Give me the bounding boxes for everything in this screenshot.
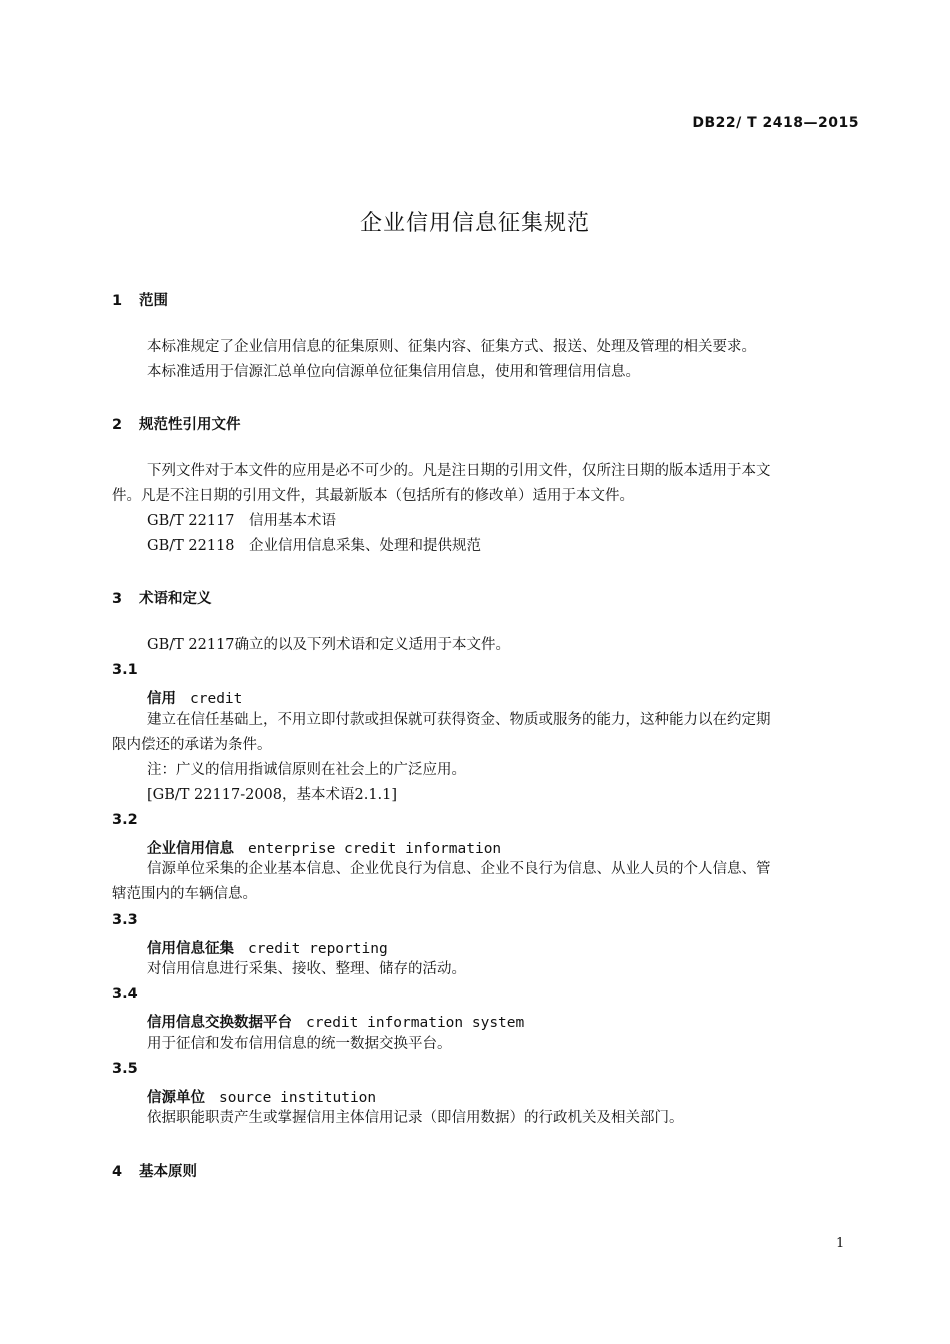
section-number: 1 [112, 293, 123, 309]
term-entry [147, 1086, 376, 1107]
term-zh: 企业信用信息 [147, 841, 234, 857]
section-title: 范围 [139, 293, 168, 309]
term-entry [147, 837, 501, 858]
term-en: enterprise credit information [248, 841, 502, 857]
term-definition: 建立在信任基础上，不用立即付款或担保就可获得资金、物质或服务的能力，这种能力以在约定期 [147, 712, 771, 728]
term-definition-continuation: 辖范围内的车辆信息。 [112, 886, 257, 902]
term-entry [147, 1011, 524, 1032]
section-heading-3 [112, 587, 212, 608]
reference-code: GB/T 22118 [147, 538, 235, 554]
term-definition: 用于征信和发布信用信息的统一数据交换平台。 [147, 1036, 452, 1052]
term-zh: 信用信息交换数据平台 [147, 1015, 292, 1031]
term-definition-continuation: 限内偿还的承诺为条件。 [112, 737, 272, 753]
paragraph-continuation: 件。凡是不注日期的引用文件，其最新版本（包括所有的修改单）适用于本文件。 [112, 488, 634, 504]
term-source: [GB/T 22117-2008，基本术语2.1.1] [147, 787, 398, 803]
term-number: 3.2 [112, 812, 138, 828]
section-number: 4 [112, 1164, 123, 1180]
section-title: 术语和定义 [139, 591, 212, 607]
normative-reference [147, 534, 481, 559]
paragraph: 下列文件对于本文件的应用是必不可少的。凡是注日期的引用文件，仅所注日期的版本适用于本文 [147, 463, 771, 479]
term-number: 3.5 [112, 1061, 138, 1077]
term-entry [147, 937, 388, 958]
term-number: 3.4 [112, 986, 138, 1002]
reference-code: GB/T 22117 [147, 513, 235, 529]
document-id: DB22/ T 2418—2015 [692, 115, 859, 131]
document-title: 企业信用信息征集规范 [359, 211, 590, 236]
reference-name: 信用基本术语 [249, 513, 336, 529]
section-title: 基本原则 [139, 1164, 197, 1180]
term-zh: 信用 [147, 691, 176, 707]
section-heading-1 [112, 289, 168, 310]
paragraph: 本标准适用于信源汇总单位向信源单位征集信用信息，使用和管理信用信息。 [147, 364, 640, 380]
page-number: 1 [836, 1236, 845, 1251]
section-number: 3 [112, 591, 123, 607]
reference-name: 企业信用信息采集、处理和提供规范 [249, 538, 481, 554]
section-title: 规范性引用文件 [139, 417, 241, 433]
term-definition: 对信用信息进行采集、接收、整理、储存的活动。 [147, 961, 466, 977]
term-definition: 依据职能职责产生或掌握信用主体信用记录（即信用数据）的行政机关及相关部门。 [147, 1110, 684, 1126]
term-zh: 信源单位 [147, 1090, 205, 1106]
term-note: 注：广义的信用指诚信原则在社会上的广泛应用。 [147, 762, 466, 778]
term-number: 3.3 [112, 912, 138, 928]
term-number: 3.1 [112, 662, 138, 678]
normative-reference [147, 509, 336, 534]
term-zh: 信用信息征集 [147, 941, 234, 957]
term-definition: 信源单位采集的企业基本信息、企业优良行为信息、企业不良行为信息、从业人员的个人信息、管 [147, 861, 771, 877]
paragraph: 本标准规定了企业信用信息的征集原则、征集内容、征集方式、报送、处理及管理的相关要求。 [147, 339, 756, 355]
term-en: credit [190, 691, 243, 707]
term-en: credit information system [306, 1015, 525, 1031]
term-en: source institution [219, 1090, 377, 1106]
section-heading-2 [112, 413, 241, 434]
section-heading-4 [112, 1160, 197, 1181]
paragraph: GB/T 22117确立的以及下列术语和定义适用于本文件。 [147, 637, 511, 653]
term-entry [147, 687, 242, 708]
term-en: credit reporting [248, 941, 388, 957]
section-number: 2 [112, 417, 123, 433]
